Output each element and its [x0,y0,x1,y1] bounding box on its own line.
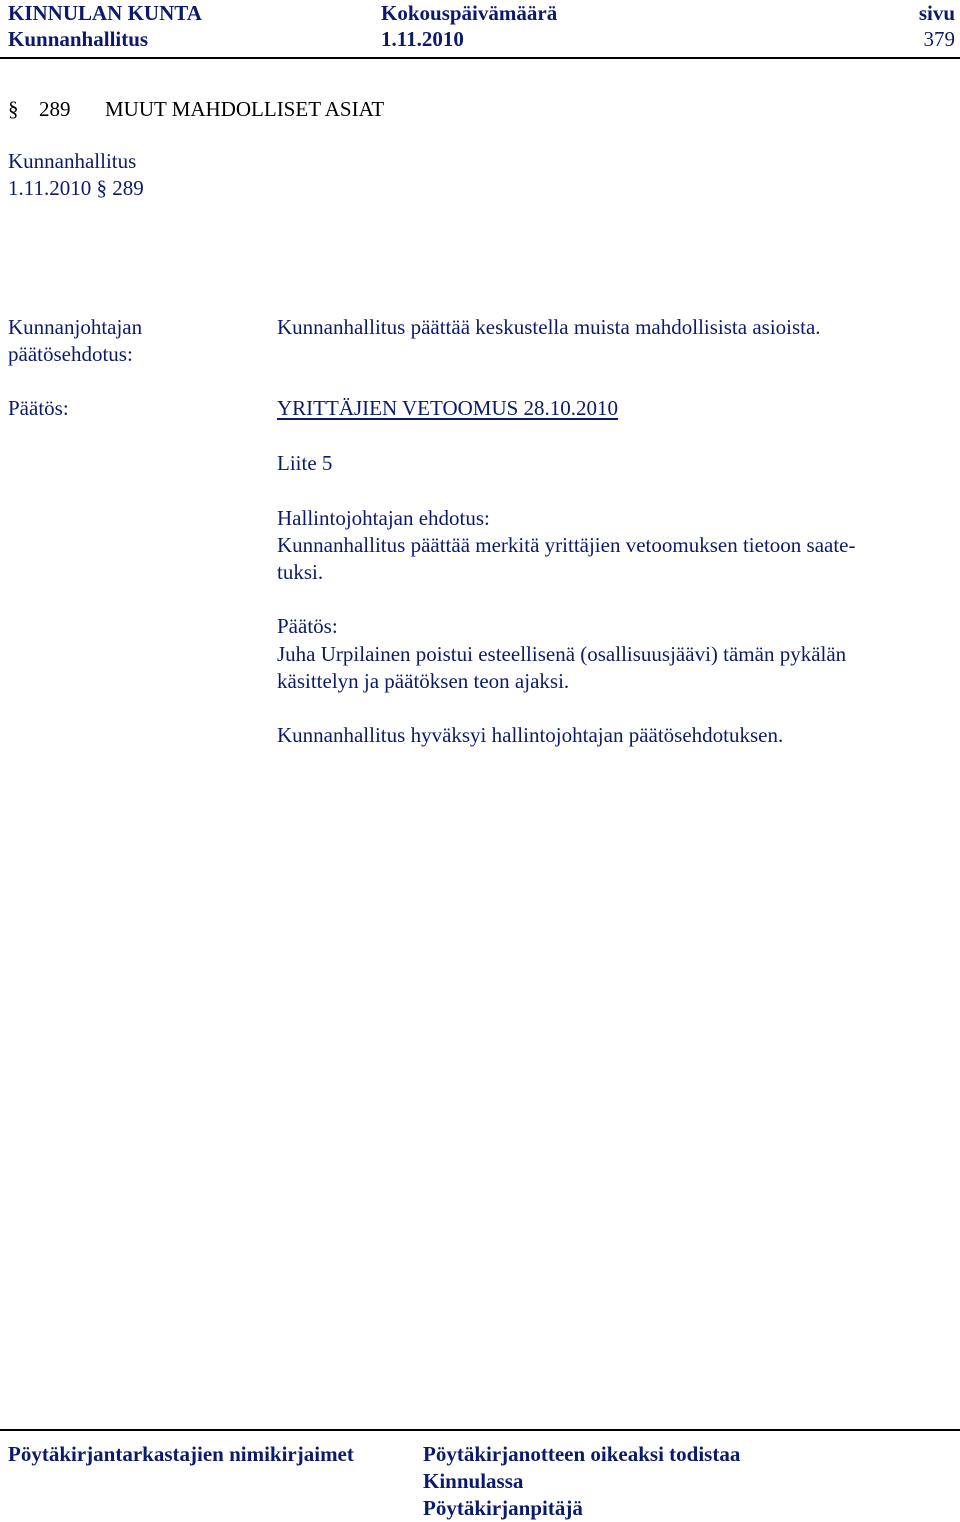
reference-symbol: § [96,176,107,200]
attachment-reference: Liite 5 [277,451,333,475]
section-number: 289 [39,97,71,121]
decision-label: Päätös: [8,396,69,420]
proposal-text: Kunnanhallitus päättää keskustella muista mahdollisista asioista. [277,315,821,339]
meeting-date-label: Kokouspäivämäärä [381,1,558,25]
footer-certification-line3: Pöytäkirjanpitäjä [423,1496,583,1520]
sub-proposal-label: Hallintojohtajan ehdotus: [277,506,490,530]
sub-proposal-line1: Kunnanhallitus päättää merkitä yrittäjien vetoomuksen tietoon saate- [277,533,856,557]
reference-date: 1.11.2010 [8,176,92,200]
sub-decision-line1: Juha Urpilainen poistui esteellisenä (osallisuusjäävi) tämän pykälän [277,642,847,666]
header-divider [0,57,960,59]
reference-number: 289 [112,176,144,200]
footer-divider [0,1429,960,1431]
footer-certification-line1: Pöytäkirjanotteen oikeaksi todistaa [423,1442,741,1466]
proposal-label-line1: Kunnanjohtajan [8,315,143,339]
sub-decision-line2: käsittelyn ja päätöksen teon ajaksi. [277,669,570,693]
proposal-label-line2: päätösehdotus: [8,342,133,366]
meeting-date: 1.11.2010 [381,27,464,51]
sub-proposal-line2: tuksi. [277,560,324,584]
section-heading [8,96,384,123]
reference-body: Kunnanhallitus [8,149,137,173]
page-label: sivu [918,1,955,25]
decision-heading: YRITTÄJIEN VETOOMUS 28.10.2010 [277,396,619,420]
footer-initials-label: Pöytäkirjantarkastajien nimikirjaimet [8,1442,354,1466]
reference-line [8,175,144,202]
section-title: MUUT MAHDOLLISET ASIAT [105,97,385,121]
approval-statement: Kunnanhallitus hyväksyi hallintojohtajan päätösehdotuksen. [277,723,784,747]
sub-decision-label: Päätös: [277,614,338,638]
footer-certification-line2: Kinnulassa [423,1469,524,1493]
page-number: 379 [923,27,955,51]
section-symbol: § [8,97,19,121]
governing-body: Kunnanhallitus [8,27,149,51]
municipality-name: KINNULAN KUNTA [8,1,202,25]
